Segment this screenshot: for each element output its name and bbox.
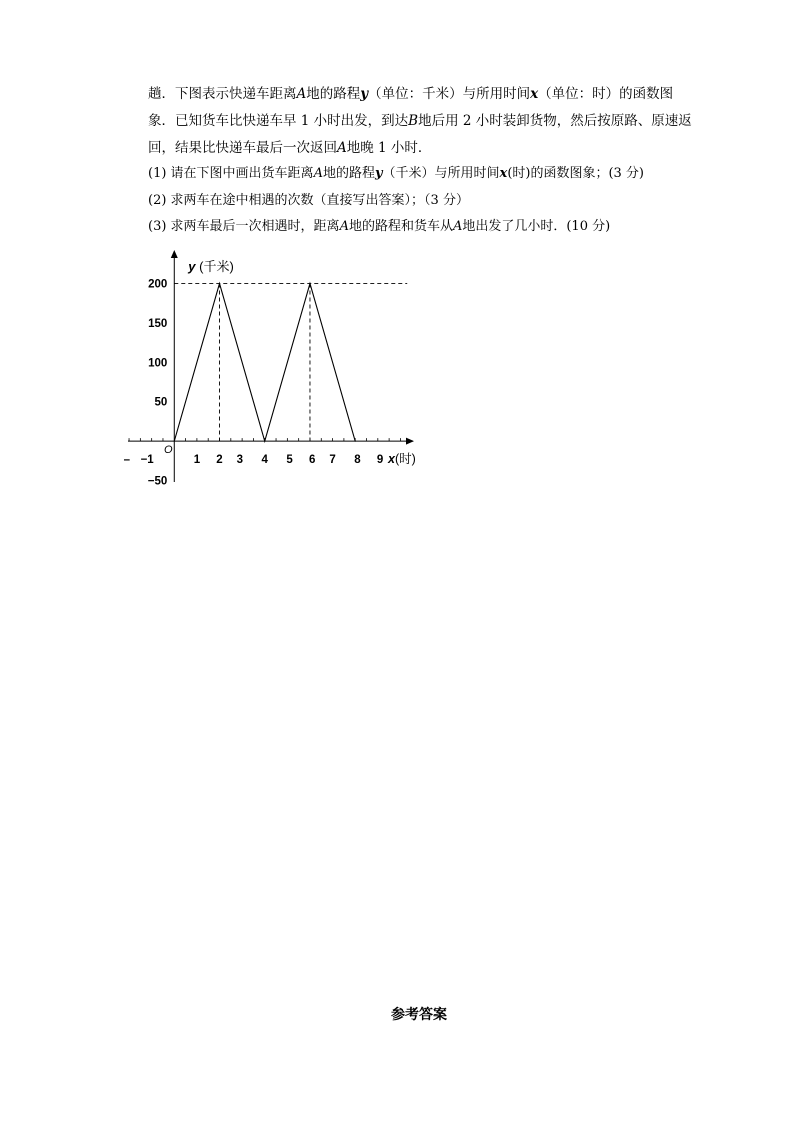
- question-3: [148, 215, 718, 234]
- text: (时)的函数图象；(3 分): [507, 166, 645, 181]
- x-tick-label-–: –: [123, 454, 130, 467]
- var-a: A: [339, 219, 349, 234]
- x-axis-unit: (时): [394, 452, 416, 467]
- x-tick-label-2: 2: [216, 454, 223, 467]
- question-1: [148, 162, 718, 181]
- series-point: [309, 283, 310, 284]
- x-tick-label-6: 6: [309, 454, 316, 467]
- series-point: [174, 440, 175, 441]
- y-tick-label-150: 150: [148, 317, 168, 330]
- text: (1) 请在下图中画出货车距离: [148, 166, 314, 181]
- problem-line-2: [148, 109, 718, 129]
- var-a: A: [337, 140, 347, 156]
- var-x: x: [499, 166, 508, 181]
- problem-line-1: [148, 82, 718, 102]
- x-axis-arrow: [406, 438, 414, 445]
- question-2: [148, 189, 718, 208]
- y-axis-arrow: [171, 250, 178, 258]
- x-tick-label-3: 3: [236, 454, 244, 467]
- var-y: y: [360, 86, 369, 102]
- x-tick-label--1: −1: [140, 454, 154, 467]
- text: (2) 求两车在途中相遇的次数（直接写出答案）；（3 分）: [148, 193, 469, 208]
- series-point: [219, 283, 220, 284]
- text: (3) 求两车最后一次相遇时，距离: [148, 219, 340, 234]
- var-b: B: [408, 113, 419, 129]
- series-line-express-truck: [174, 284, 355, 442]
- x-axis-var: x: [388, 452, 395, 467]
- problem-line-3: [148, 136, 718, 156]
- y-axis-title: [187, 259, 234, 274]
- text: 地的路程: [306, 86, 361, 102]
- x-tick-label-9: 9: [376, 454, 384, 467]
- y-axis-unit: (千米): [195, 259, 234, 274]
- y-tick-label-100: 100: [148, 357, 168, 370]
- text: 地的路程和货车从: [348, 219, 453, 234]
- text: （单位：千米）与所用时间: [368, 86, 531, 102]
- series-point: [264, 440, 265, 441]
- y-tick-label-50: 50: [154, 396, 168, 409]
- x-axis-title: [387, 451, 416, 466]
- distance-time-graph: [118, 248, 418, 488]
- text: 回，结果比快递车最后一次返回: [148, 140, 337, 156]
- text: 地后用 2 小时装卸货物，然后按原路、原速返: [418, 113, 692, 129]
- series-point: [355, 440, 356, 441]
- y-axis-var: y: [188, 259, 196, 274]
- var-a: A: [313, 166, 323, 181]
- var-a: A: [452, 219, 463, 234]
- y-tick-label--50: −50: [147, 475, 168, 488]
- text: 象．已知货车比快递车早 1 小时出发，到达: [148, 113, 409, 129]
- text: （千米）与所用时间: [382, 166, 500, 181]
- origin-label: O: [163, 444, 173, 457]
- y-tick-label-200: 200: [148, 278, 168, 291]
- var-y: y: [374, 166, 383, 181]
- x-tick-label-5: 5: [286, 454, 293, 467]
- var-x: x: [530, 86, 539, 102]
- text: （单位：时）的函数图: [538, 86, 674, 102]
- x-tick-label-8: 8: [354, 454, 361, 467]
- x-tick-label-4: 4: [261, 454, 268, 467]
- text: 地的路程: [322, 166, 375, 181]
- text: 地晚 1 小时．: [346, 140, 432, 156]
- text: 地出发了几小时．(10 分): [462, 219, 611, 234]
- x-tick-label-7: 7: [329, 454, 336, 467]
- var-a: A: [296, 86, 307, 102]
- x-tick-label-1: 1: [193, 454, 201, 467]
- answer-heading: 参考答案: [391, 1007, 447, 1023]
- text: 趟．下图表示快递车距离: [148, 86, 297, 102]
